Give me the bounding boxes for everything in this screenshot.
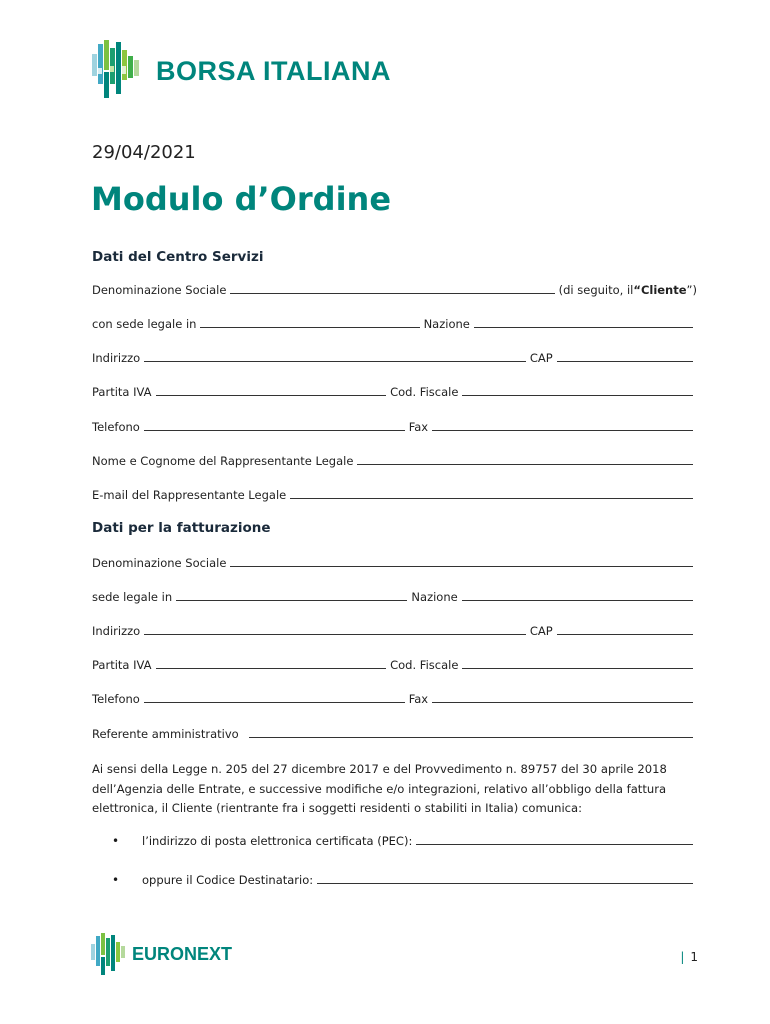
- fill-line[interactable]: [176, 590, 407, 601]
- field-sede-nazione-fatt[interactable]: [92, 590, 697, 604]
- field-label: Indirizzo: [92, 624, 141, 638]
- field-label: Partita IVA: [92, 658, 152, 672]
- fill-line[interactable]: [557, 624, 693, 635]
- field-label: CAP: [529, 351, 553, 365]
- bullet-pec[interactable]: [112, 834, 697, 848]
- document-date: 29/04/2021: [92, 142, 196, 163]
- field-referente[interactable]: [92, 727, 697, 741]
- fill-line[interactable]: [462, 385, 693, 396]
- fill-line[interactable]: [432, 420, 693, 431]
- field-label: CAP: [529, 624, 553, 638]
- bullet-label: l’indirizzo di posta elettronica certificata (PEC):: [142, 834, 413, 848]
- fill-line[interactable]: [557, 351, 693, 362]
- field-piva-codfiscale[interactable]: [92, 385, 697, 399]
- field-label: Nazione: [411, 590, 458, 604]
- field-denominazione-fatt[interactable]: [92, 556, 697, 570]
- euronext-logo-mark-icon: [90, 932, 126, 976]
- fill-line[interactable]: [200, 317, 419, 328]
- section-heading-fatturazione: Dati per la fatturazione: [92, 520, 271, 536]
- field-label: Nome e Cognome del Rappresentante Legale: [92, 454, 354, 468]
- borsa-italiana-logo: [90, 38, 391, 100]
- field-label: Indirizzo: [92, 351, 141, 365]
- field-indirizzo-cap-fatt[interactable]: [92, 624, 697, 638]
- fill-line[interactable]: [144, 692, 405, 703]
- borsa-logo-mark-icon: [90, 38, 146, 100]
- field-denominazione-sociale[interactable]: [92, 283, 697, 297]
- field-label: Partita IVA: [92, 385, 152, 399]
- field-telefono-fax[interactable]: [92, 420, 697, 434]
- euronext-logo: [90, 932, 232, 976]
- field-label: con sede legale in: [92, 317, 197, 331]
- field-indirizzo-cap[interactable]: [92, 351, 697, 365]
- field-label: E-mail del Rappresentante Legale: [92, 488, 287, 502]
- euronext-name: EURONEXT: [132, 943, 233, 964]
- fill-line[interactable]: [230, 283, 554, 294]
- fill-line[interactable]: [249, 727, 693, 738]
- field-label: Telefono: [92, 420, 140, 434]
- fill-line[interactable]: [144, 624, 526, 635]
- field-sede-nazione[interactable]: [92, 317, 697, 331]
- bullet-icon: •: [112, 834, 120, 848]
- field-piva-codfiscale-fatt[interactable]: [92, 658, 697, 672]
- bullet-label: oppure il Codice Destinatario:: [142, 873, 314, 887]
- cliente-label: Cliente: [640, 283, 687, 297]
- brand-name: BORSA ITALIANA: [156, 55, 391, 86]
- field-label: Referente amministrativo: [92, 727, 239, 741]
- field-label: Cod. Fiscale: [390, 385, 459, 399]
- fill-line[interactable]: [462, 658, 693, 669]
- field-nome-rappresentante[interactable]: [92, 454, 697, 468]
- fill-line[interactable]: [144, 420, 405, 431]
- fill-line[interactable]: [357, 454, 693, 465]
- fill-line[interactable]: [416, 834, 693, 845]
- bullet-icon: •: [112, 873, 120, 887]
- page-title: Modulo d’Ordine: [91, 180, 392, 218]
- field-label: Cod. Fiscale: [390, 658, 459, 672]
- page-number-value: 1: [690, 950, 698, 964]
- bullet-codice-destinatario[interactable]: [112, 873, 697, 887]
- fill-line[interactable]: [156, 658, 387, 669]
- page-separator: |: [680, 950, 685, 964]
- fill-line[interactable]: [290, 488, 693, 499]
- fill-line[interactable]: [230, 556, 693, 567]
- fill-line[interactable]: [474, 317, 693, 328]
- di-seguito-text: (di seguito, il: [558, 283, 634, 297]
- fill-line[interactable]: [144, 351, 526, 362]
- page-number: [680, 950, 698, 964]
- field-label: Denominazione Sociale: [92, 556, 227, 570]
- field-label: sede legale in: [92, 590, 173, 604]
- fill-line[interactable]: [317, 873, 693, 884]
- field-label: Fax: [408, 420, 429, 434]
- field-telefono-fax-fatt[interactable]: [92, 692, 697, 706]
- fill-line[interactable]: [462, 590, 693, 601]
- fill-line[interactable]: [432, 692, 693, 703]
- cliente-quote-close: ”): [686, 283, 697, 297]
- cliente-quote-open: “: [633, 283, 641, 297]
- field-email-rappresentante[interactable]: [92, 488, 697, 502]
- section-heading-centro-servizi: Dati del Centro Servizi: [92, 249, 264, 265]
- fill-line[interactable]: [156, 385, 387, 396]
- field-label: Denominazione Sociale: [92, 283, 227, 297]
- legal-paragraph: Ai sensi della Legge n. 205 del 27 dicembre 2017 e del Provvedimento n. 89757 del 30 aprile 2018 dell’Agenzia delle Entrate, e successive modifiche e/o integrazioni, relativo all’obbligo della fattura elettronica, il Cliente (rientrante fra i soggetti residenti o stabiliti in Italia) comunica:: [92, 762, 667, 815]
- field-label: Nazione: [423, 317, 470, 331]
- field-label: Telefono: [92, 692, 140, 706]
- field-label: Fax: [408, 692, 429, 706]
